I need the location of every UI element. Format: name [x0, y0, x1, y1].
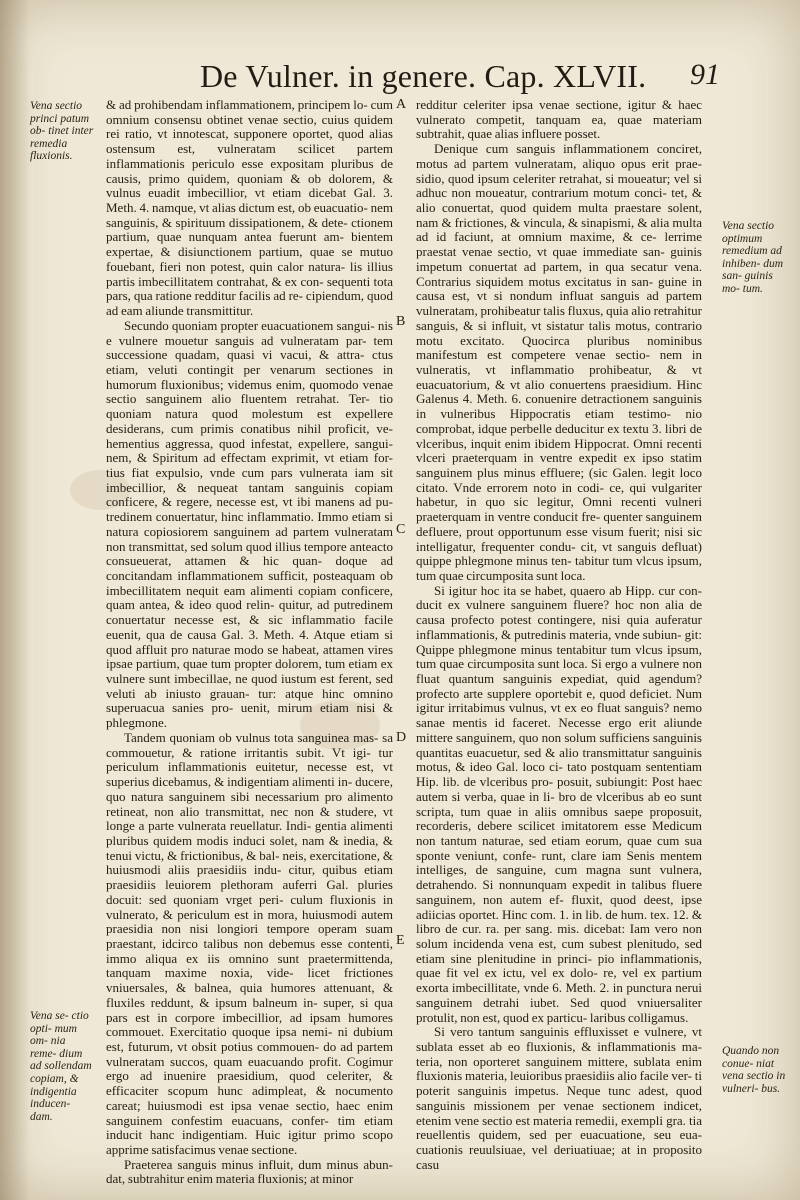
margin-note-right-mid: Vena sectio optimum remedium ad inhiben- dum san- guinis mo- tum. [722, 220, 784, 295]
paragraph: Secundo quoniam propter euacuationem sangui- nis e vulnere mouetur sanguis ad vulneratam par- tem successione quadam, quasi vi vacui, & attra- ctus etiam, veluti contingit per venarum sectiones in humorum fluxionibus; videmus enim, quomodo venae sectio sanguinem alio fluentem retrahat. Ter- tio quoniam natura quod molestum est expellere desiderans, cum primis conatibus nihil proficit, ve- hementius aggressa, quod infestat, expellere, sangui- nem, & Spiritum ad effectam exprimit, vt etiam for- tius fiat expulsio, vnde cum pars vulnerata iam sit imbecillior, & nequeat tantam sanguinis copiam conficere, & regere, necesse est, vt ibi manens ad pu- tredinem conuertatur, hinc inflammatio. Immo etiam si natura copiosiorem sanguinem ad partem vulneratam non transmittat, sed solum quod illius tempore anteacto consueuerat, attamen & hic quan- doque ad concitandam inflammationem sufficit, posteaquam ob imbecillitatem nequit eam alimenti copiam conficere, quam antea, & ideo quod relin- quitur, ad putredinem conuertatur necesse est, & sic inflammatio facile euenit, qua de causa Gal. 3. Meth. 4. Atque etiam si quod affluit pro naturae modo se habeat, attamen vires ipsae partium, quae tum propter dolorem, tum etiam ex vulnere sunt imbecillae, ne quod iustum est ferent, sed veluti ab iniusto grauan- tur: atque hinc omnino superuacua sanies pro- uenit, mirum etiam nisi & phlegmone. [106, 317, 393, 731]
paragraph: Tandem quoniam ob vulnus tota sanguinea mas- sa commouetur, & ratione irritantis subit. Vt igi- tur periculum inflammationis euitetur, necesse est, vt superius dicebamus, & indigentiam alimenti in- ducere, quo natura sanguinem sibi necessarium pro alimento retineat, non alio transmittat, nec non & studere, vt longe a parte vulnerata reuellatur. Indi- gentia alimenti pluribus quidem modis induci solet, nam & inedia, & tenui victu, & frictionibus, & bal- neis, exercitatione, & huiusmodi aliis praesidiis indu- citur, quibus etiam praesidiis leuiorem plethoram auferri Gal. pluries docuit: sed quoniam vrget peri- culum fluxionis in vulnerato, & periculum est in mora, huiusmodi autem praesidia non nisi longiori tempore operam suam praestant, idcirco talibus non debemus esse contenti, immo aliqua ex iis omnino sunt praetermittenda, tanquam maxime noxia, vide- licet frictiones vniuersales, & balnea, quia humores attenuant, & fluxiles reddunt, & ipsum balneum in- super, si qua pars est in corpore imbecillior, ad ipsam humores commouet. Exercitatio quoque ipsa nemi- ni dubium est, futurum, vt obsit potius commouen- do ad partem vulneratam succos, quam euacuando profit. Cogimur ergo ad inuenire praesidium, quod celeriter, & efficaciter scopum hunc adimpleat, & nocumento careat; huiusmodi est ipsa venae sectio, haec enim sanguinem confestim euacuans, confer- tim etiam inducit hanc indigentiam. Huic igitur primo scopo apprime satisfacimus venae sectione. [106, 729, 393, 1158]
section-letter-b: B [396, 314, 406, 329]
paragraph: Denique cum sanguis inflammationem conciret, motus ad partem vulneratam, aliquo opus erit prae- sidio, quod ipsum celeriter retrahat, si moueatur; vel si adhuc non moueatur, contrarium motum conci- tet, & alio conuertat, quod quidem multa praestare solent, nam & frictiones, & vincula, & sinapismi, & alia multa ad id faciunt, at omnium maxime, & ce- lerrime praestat venae sectio, vt quae immediate san- guinis impetum conuertat ad partem, in qua secatur vena. Contrarius siquidem motus excitatus in san- guine in causa est, vt si nondum influat sanguis ad partem vulneratam, prohibeatur talis fluxus, quia alio retrahitur sanguis, & si influit, vt sistatur talis motus, contrario motu excitato. Quocirca pluribus nominibus manifestum est competere venae sectio- nem in vulneratis, vt inflammatio prohibeatur, & vt euacuatorium, & vt alio conuertens praesidium. Hinc Galenus 4. Meth. 6. conuenire detractionem sanguinis in vulneribus Hippocratis etiam testimo- nio comprobat, idque perbelle deducitur ex textu 3. libri de vlceribus, inquit enim ibidem Hippocrat. Omni recenti vlceri praeterquam in ventre expedit ex ipso statim sanguinem plus minus effluere; (sic Galen. legit loco citato. Vnde errorem noto in codi- ce, qui vulgariter habetur, in quo sic legitur, Omni recenti vulneri praeterquam in ventre conducit fre- quenter sanguinem defluere, prout opportunum esse visum fuerit; nisi sic intelligatur, frequenter condu- cit, vt sanguis defluat) quippe phlegmone minus ten- tabitur tum vlcus ipsum, tum quae circumposita sunt loca. [416, 141, 702, 583]
margin-note-right-bottom: Quando non conue- niat vena sectio in vulneri- bus. [722, 1045, 786, 1095]
page-number: 91 [690, 58, 720, 91]
left-text-column [106, 98, 393, 1187]
margin-note-left-top: Vena sectio princi patum ob- tinet inter remedia fluxionis. [30, 100, 94, 163]
section-letter-d: D [396, 730, 407, 745]
section-letter-c: C [396, 522, 406, 537]
section-letter-a: A [396, 97, 407, 112]
paragraph: Praeterea sanguis minus influit, dum minus abun- dat, subtrahitur enim materia fluxionis; at minor [106, 1156, 393, 1187]
running-head: De Vulner. in genere. Cap. XLVII. [200, 58, 647, 94]
paragraph: redditur celeriter ipsa venae sectione, igitur & haec vulnerato competit, tanquam ea, quae materiam subtrahit, quae alias influere posset. [416, 97, 702, 142]
paragraph: & ad prohibendam inflammationem, principem lo- cum omnium consensu obtinet venae sectio, cuius quidem rei ratio, vt innotescat, supponere oportet, quod alias ostensum est, vulneratam scilicet partem inflammationis periculo esse expositam pluribus de causis, primo quidem, quoniam & ob dolorem, & vulnus euadit imbecillior, vt etiam dicebat Gal. 3. Meth. 4. namque, vt alias dictum est, ob euacuatio- nem sanguinis, & spirituum dissipationem, & dete- ctionem partium, quae nunquam antea fuerunt am- bientem expertae, & disiunctionem partium, quae se mutuo fouebant, fieri non potest, quin calor natura- lis illius partis imbecillitatem contrahat, & ex con- sequenti tota pars, qua ratione redditur facilis ad re- cipiendum, quod ad eam aliunde transmittitur. [106, 97, 393, 319]
right-text-column [416, 98, 702, 1172]
page-header [200, 58, 720, 98]
binding-shadow [0, 0, 30, 1200]
paragraph: Si vero tantum sanguinis effluxisset e vulnere, vt sublata esset ab eo fluxionis, & inflammationis ma- teria, non oporteret sanguinem mittere, sublata enim fluxionis materia, leuioribus praesidiis alio facile ver- ti poterit sanguinis impetus. Neque tunc adest, quod sanguinis missionem per venae sectionem indicet, etenim vene sectio est materia remedii, exempli gra. tia reuellentis quidem, sed per euacuatione, seu eua- cuationis reuulsiuae, vel deriuatiuae; at in proposito casu [416, 1024, 702, 1172]
margin-note-left-bottom: Vena se- ctio opti- mum om- nia reme- dium ad sollendam copiam, & indigentia inducen- dam. [30, 1010, 92, 1123]
section-letter-e: E [396, 933, 405, 948]
paragraph: Si igitur hoc ita se habet, quaero ab Hipp. cur con- ducit ex vulnere sanguinem fluere? hoc non alia de causa profecto potest contingere, nisi quia auferatur inflammationis, & putredinis materia, vnde subiun- git: Quippe phlegmone minus tentabitur tum vlcus ipsum, tum quae circumposita sunt loca. Si ergo a vulnere non fluat quantum sanguinis expediat, quid agendum? profecto arte supplere oportebit e, quod deficiet. Num igitur irritabimus vulnus, vt ex eo fluat sanguis? nemo sanae mentis id faceret. Necesse ergo erit aliunde mittere sanguinem, quo non solum sufficiens sanguinis quantitas euacuetur, sed & alio transmittatur sanguinis motus, & ideo Gal. loco ci- tato postquam sententiam Hip. lib. de vlceribus pro- posuit, subiungit: Post haec autem si verba, quae in li- bro de vlceribus ab eo sunt scripta, tum quae in aliis omnibus saepe proposuit, recorderis, debere scilicet imitatorem esse Medicum non tantum naturae, sed etiam eorum, quae cum sua sponte veniunt, confe- runt, clare iam Senis mentem intelliges, de sanguine, cum magna sunt vulnera, detrahendo. Si nonnunquam expedit in talibus fluere sanguinem, non autem ef- fluxit, quod deest, ipse adiicias oportet. Hinc com. 1. in lib. de hum. tex. 12. & libro de cur. ra. per sang. mis. dicebat: Iam vero non solum incidenda vena est, cum subest plenitudo, sed etiam sine plenitudine in princi- pio inflammationis, quae fit vel ex ictu, vel ex dolo- re, vel ex partium exorta imbecillitate, vnde 6. Meth. 2. in punctura nerui sanguinem detrahi iubet. Sed quod vniuersaliter protulit, non est, quod ex particu- laribus colligamus. [416, 582, 702, 1025]
